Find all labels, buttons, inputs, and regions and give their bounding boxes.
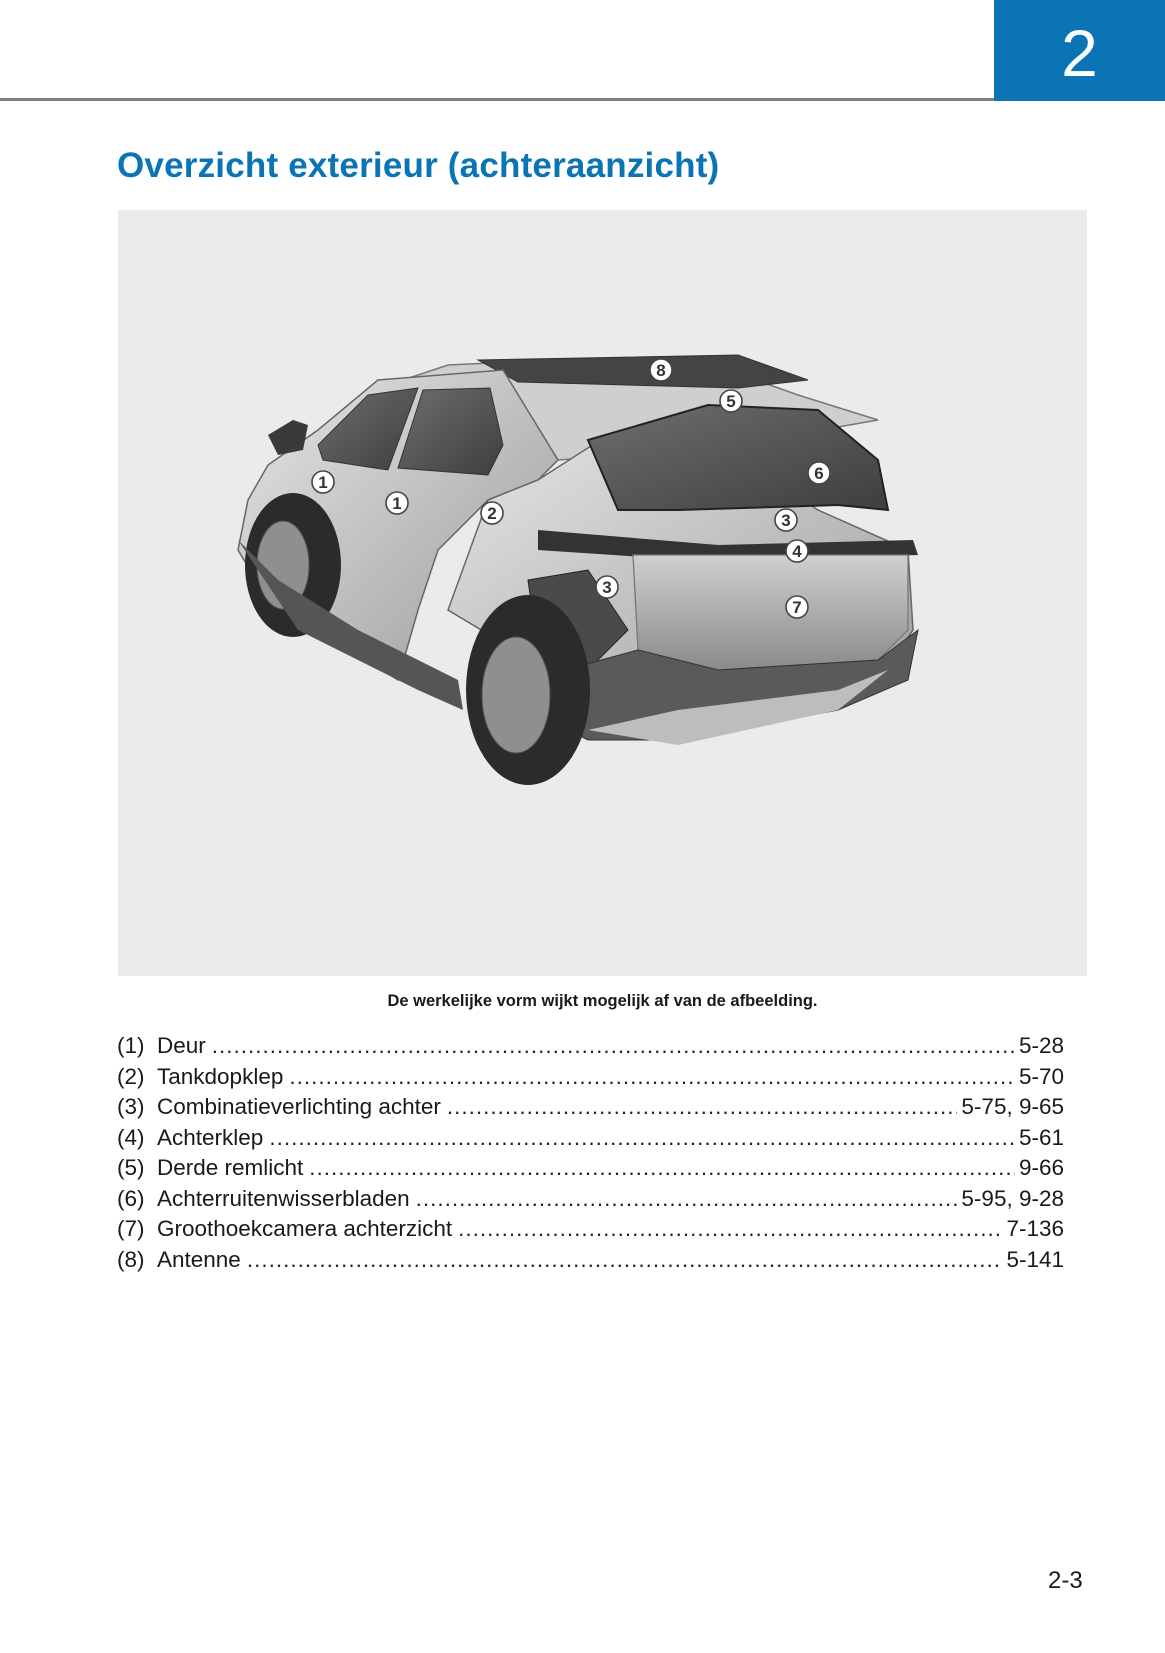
leader-dots xyxy=(212,1033,1015,1059)
item-name: Achterklep xyxy=(157,1124,264,1150)
list-item xyxy=(117,1155,1064,1186)
callout-4-tailgate xyxy=(786,540,808,562)
car-rear-illustration xyxy=(118,210,1087,976)
parts-list xyxy=(117,1033,1064,1277)
page-title: Overzicht exterieur (achteraanzicht) xyxy=(117,146,720,185)
callout-1-front-door xyxy=(312,471,334,493)
callout-5-brake-light xyxy=(720,390,742,412)
list-item xyxy=(117,1033,1064,1064)
item-number: (7) xyxy=(117,1216,145,1241)
item-number: (1) xyxy=(117,1033,145,1058)
item-number: (4) xyxy=(117,1124,145,1150)
item-page-ref: 5-70 xyxy=(1018,1063,1064,1089)
leader-dots xyxy=(309,1155,1015,1181)
svg-text:3: 3 xyxy=(602,578,612,597)
item-page-ref: 5-61 xyxy=(1018,1124,1064,1150)
callout-3-bar-lamp xyxy=(775,509,797,531)
callout-8-antenna xyxy=(650,359,672,381)
item-page-ref: 5-75, 9-65 xyxy=(961,1094,1064,1119)
item-page-ref: 7-136 xyxy=(1006,1216,1064,1241)
list-item xyxy=(117,1064,1064,1095)
item-number: (3) xyxy=(117,1094,145,1119)
svg-text:3: 3 xyxy=(781,511,791,530)
svg-text:4: 4 xyxy=(792,542,802,561)
svg-text:6: 6 xyxy=(814,464,824,483)
svg-text:7: 7 xyxy=(792,598,802,617)
page-number: 2-3 xyxy=(1048,1567,1083,1594)
item-number: (8) xyxy=(117,1246,145,1272)
callout-7-camera xyxy=(786,596,808,618)
svg-text:5: 5 xyxy=(726,392,736,411)
list-item xyxy=(117,1216,1064,1247)
chapter-tab: 2 xyxy=(994,0,1165,101)
leader-dots xyxy=(458,1216,1002,1242)
list-item xyxy=(117,1247,1064,1278)
header-rule xyxy=(0,98,1165,101)
item-name: Antenne xyxy=(157,1246,241,1272)
item-page-ref: 5-141 xyxy=(1006,1246,1064,1272)
leader-dots xyxy=(416,1186,958,1212)
callout-2-fuel-door xyxy=(481,502,503,524)
callout-1-rear-door xyxy=(386,492,408,514)
item-name: Groothoekcamera achterzicht xyxy=(157,1216,453,1241)
item-page-ref: 5-95, 9-28 xyxy=(961,1185,1064,1211)
item-page-ref: 5-28 xyxy=(1018,1033,1064,1058)
list-item xyxy=(117,1094,1064,1125)
figure-caption: De werkelijke vorm wijkt mogelijk af van de afbeelding. xyxy=(387,992,818,1010)
svg-text:2: 2 xyxy=(487,504,497,523)
svg-text:8: 8 xyxy=(656,361,666,380)
callout-3-left-lamp xyxy=(596,576,618,598)
item-name: Deur xyxy=(157,1033,206,1058)
leader-dots xyxy=(289,1064,1015,1090)
leader-dots xyxy=(247,1247,1003,1273)
item-name: Achterruitenwisserbladen xyxy=(157,1185,410,1211)
item-name: Combinatieverlichting achter xyxy=(157,1094,441,1119)
item-name: Tankdopklep xyxy=(157,1063,284,1089)
list-item xyxy=(117,1125,1064,1156)
item-number: (5) xyxy=(117,1155,145,1180)
svg-text:1: 1 xyxy=(318,473,328,492)
svg-text:1: 1 xyxy=(392,494,402,513)
item-number: (2) xyxy=(117,1063,145,1089)
item-page-ref: 9-66 xyxy=(1018,1155,1064,1180)
leader-dots xyxy=(447,1094,958,1120)
item-number: (6) xyxy=(117,1185,145,1211)
leader-dots xyxy=(269,1125,1015,1151)
callout-6-wiper xyxy=(808,462,830,484)
item-name: Derde remlicht xyxy=(157,1155,304,1180)
list-item xyxy=(117,1186,1064,1217)
